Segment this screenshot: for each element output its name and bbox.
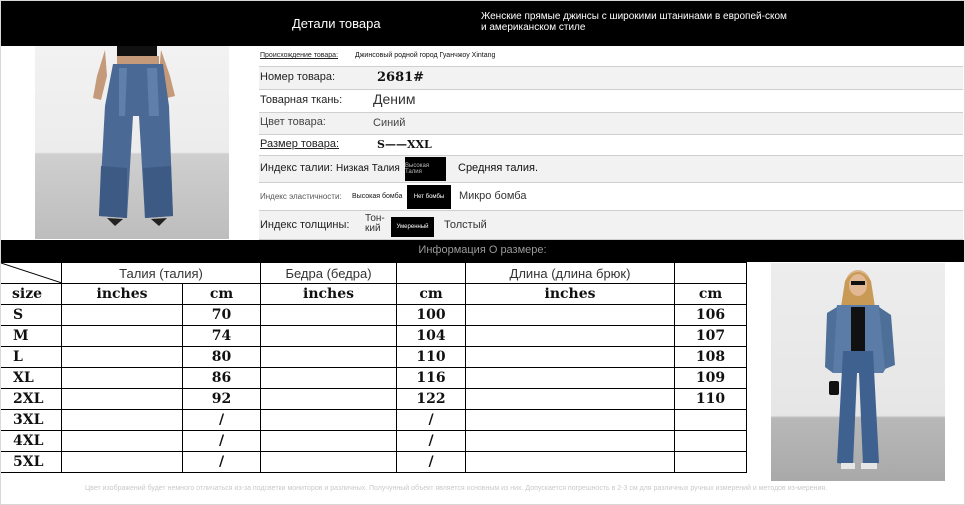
waist-option-low: Низкая Талия [336,163,400,174]
waist-cm: / [183,410,261,431]
detail-row-fabric [259,90,963,113]
length-group-header: Длина (длина брюк) [466,263,675,284]
size-label: M [1,326,62,347]
hip-cm: / [397,431,466,452]
hip-cm: 110 [397,347,466,368]
hip-inches-header: inches [261,284,397,305]
length-cm: 106 [675,305,747,326]
size-table [0,262,747,473]
waist-cm: 70 [183,305,261,326]
detail-row-size [259,135,963,156]
length-cm: 110 [675,389,747,410]
length-cm [675,431,747,452]
thickness-option-selected: Толстый [444,219,487,231]
length-cm: 107 [675,326,747,347]
size-label: XL [1,368,62,389]
length-cm-header: cm [675,284,747,305]
fabric-value: Деним [373,91,416,107]
header-bar [0,0,965,46]
diagonal-line [1,263,62,283]
length-cm: 109 [675,368,747,389]
waist-option-selected: Средняя талия. [458,162,539,174]
size-row [1,305,747,326]
size-row [1,431,747,452]
waist-option-high-chip: Высокая Талия [405,157,446,181]
elasticity-option-none-chip: Нет бомбы [407,185,451,209]
product-number-label: Номер товара: [260,71,336,83]
hip-cm: 104 [397,326,466,347]
size-label: 4XL [1,431,62,452]
waist-cm: / [183,452,261,473]
elasticity-option-selected: Микро бомба [459,190,527,202]
detail-row-origin [259,46,963,67]
size-row [1,389,747,410]
disclaimer-note: Цвет изображений будет немного отличаться из-за подсветки мониторов и различных. Получунный объект является основным из них. Допускается погрешность в 2-3 см для различных ручных измерений и методов из-мерения. [85,485,828,492]
waist-cm: 86 [183,368,261,389]
origin-value: Джинсовый родной город Гуанчжоу Xintang [355,52,496,59]
waist-group-header: Талия (талия) [62,263,261,284]
product-description: Женские прямые джинсы с широкими штанинами в европей-ском и американском стиле [481,11,787,33]
waist-cm-header: cm [183,284,261,305]
waist-cm: 74 [183,326,261,347]
origin-label: Происхождение товара: [260,52,339,59]
size-label: L [1,347,62,368]
detail-row-number [259,67,963,90]
hip-cm: / [397,410,466,431]
size-label: 3XL [1,410,62,431]
elasticity-index-label: Индекс эластичности: [260,192,342,201]
waist-cm: 80 [183,347,261,368]
hip-cm: 100 [397,305,466,326]
hip-cm-header: cm [397,284,466,305]
size-row [1,452,747,473]
elasticity-option-high: Высокая бомба [352,193,403,200]
size-row [1,347,747,368]
thickness-option-moderate-chip: Умеренный [391,217,434,237]
size-info-title: Информация О размере: [418,244,547,256]
detail-row-color [259,113,963,135]
detail-row-thickness-index [259,211,963,240]
length-cm: 108 [675,347,747,368]
model-illustration [771,263,945,481]
model-photo-denim-outfit [771,263,945,481]
waist-index-label: Индекс талии: [260,162,333,174]
detail-row-waist-index [259,156,963,183]
product-number-value: 2681# [377,70,425,85]
size-label: 5XL [1,452,62,473]
waist-cm: / [183,431,261,452]
waist-inches-header: inches [62,284,183,305]
waist-cm: 92 [183,389,261,410]
length-inches-header: inches [466,284,675,305]
size-table-group-row [1,263,747,284]
diagonal-cell [1,263,62,284]
size-table-unit-row [1,284,747,305]
detail-row-elasticity-index [259,183,963,211]
product-photo-jeans [35,46,229,239]
size-row [1,368,747,389]
length-cm [675,410,747,431]
color-value: Синий [373,117,406,129]
size-label: 2XL [1,389,62,410]
hip-group-header: Бедра (бедра) [261,263,397,284]
fabric-label: Товарная ткань: [260,94,343,106]
color-label: Цвет товара: [260,116,326,128]
size-row [1,410,747,431]
size-row [1,326,747,347]
thickness-index-label: Индекс толщины: [260,219,350,231]
hip-cm: 122 [397,389,466,410]
size-column-header: size [1,284,62,305]
jeans-model-illustration [35,46,229,239]
length-cm [675,452,747,473]
size-label: Размер товара: [260,138,340,150]
thickness-option-thin: Тон-кий [365,213,385,234]
size-info-bar [0,240,965,262]
size-value: S——XXL [377,138,432,151]
size-label: S [1,305,62,326]
hip-cm: 116 [397,368,466,389]
header-title: Детали товара [292,16,381,31]
hip-cm: / [397,452,466,473]
